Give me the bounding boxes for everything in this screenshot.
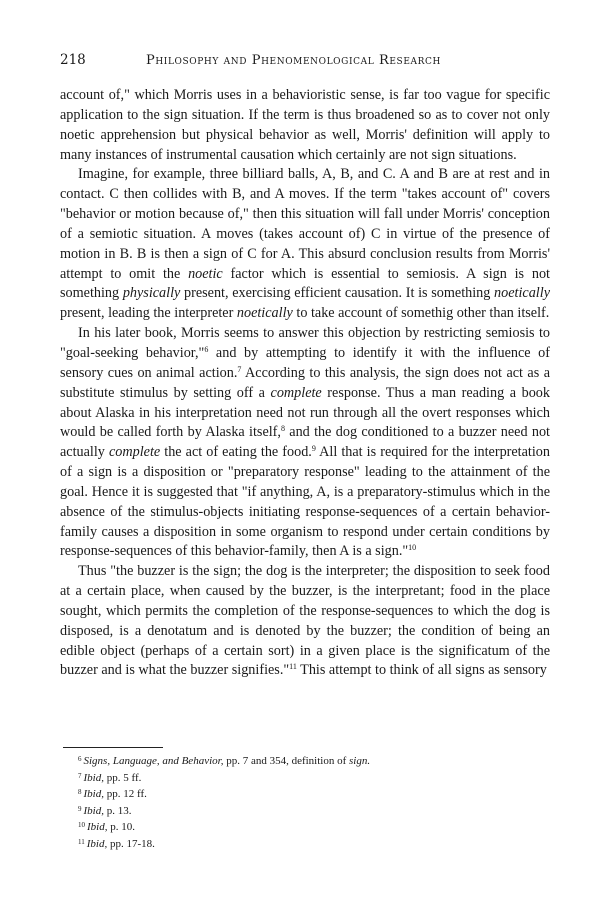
paragraph-text: account of," which Morris uses in a behavioristic sense, is far too vague for specific application to the sign situation. If the term is thus broadened so as to cover not only noetic apprehension but physical behavior as well, Morris' definition will apply to many instances of instrumental causation which certainly are not sign situations. [60,87,550,163]
footnote-reference: 7 [237,364,242,374]
footnote-reference: 11 [289,662,297,672]
footnotes [78,752,548,852]
paragraph-2 [60,165,550,324]
footnote-text: pp. 17-18. [107,837,155,850]
paragraph-text: This attempt to think of all signs as sensory [296,662,547,679]
paragraph-text: present, exercising efficient causation. It is something [180,285,495,302]
footnote-text: pp. 7 and 354, definition of [223,755,350,767]
footnote-text: pp. 12 ff. [103,788,147,801]
paragraph-text: Thus "the buzzer is the sign; the dog is the interpreter; the disposition to seek food at a certain place, when caused by the buzzer, is the interpretant; food in the place sought, which permits the completion of the response-sequences to which the dog is disposed, is a denotatum and is denoted by the buzzer; the condition of being an edible object (perhaps of a certain sort) in a given place is the significatum of the buzzer and is what the buzzer signifies." [60,563,550,679]
footnote-mark: 6 [78,755,82,763]
footnote-source: Ibid, [86,837,108,850]
footnote-reference: 6 [204,344,209,354]
paragraph-text: response. Thus a man reading a book about Alaska in his interpretation need not run through all the overt responses which would be called forth by Alaska itself, [60,384,550,441]
body-text [60,86,550,681]
footnote-mark: 10 [78,821,85,830]
emphasis: noetically [236,305,293,322]
paragraph-3 [60,324,550,562]
footnote-mark: 8 [78,788,82,797]
paragraph-text: According to this analysis, the sign does not act as a substitute stimulus by setting off a [60,364,551,401]
emphasis: physically [122,285,181,302]
footnote [78,818,548,835]
paragraph-text: and the dog conditioned to a buzzer need not actually [60,424,550,461]
footnote-text: p. 10. [107,821,135,834]
emphasis: complete [270,384,322,401]
paragraph-4 [60,562,550,681]
emphasis: noetic [188,265,223,282]
footnote [78,802,548,819]
footnote-text: p. 13. [103,804,132,817]
paragraph-text: the act of eating the food. [160,444,312,461]
paragraph-1 [60,86,550,165]
emphasis: noetically [494,285,550,302]
emphasis: complete [108,444,161,461]
footnote-mark: 11 [78,837,85,846]
footnote-divider [63,747,163,748]
running-title: Philosophy and Phenomenological Research [146,53,441,68]
footnote-source: Ibid, [87,821,108,834]
footnote-mark: 7 [78,771,82,780]
page-number: 218 [60,52,86,68]
page-header [60,52,560,72]
footnote-emphasis: sign. [349,755,371,767]
footnote-source: Ibid, [83,788,104,801]
paragraph-text: present, leading the interpreter [60,305,237,322]
footnote-reference: 9 [311,444,316,454]
footnote-reference: 10 [408,543,417,553]
paragraph-text: and by attempting to identify it with the influence of sensory cues on animal action. [60,344,551,381]
paragraph-text: In his later book, Morris seems to answer this objection by restricting semiosis to "goal-seeking behavior," [60,325,550,361]
footnote-source: Ibid, [83,771,104,784]
footnote [78,752,548,769]
footnote-mark: 9 [78,804,82,813]
paragraph-text: All that is required for the interpretation of a sign is a disposition or "preparatory response" leading to the attainment of the goal. Hence it is suggested that "if anything, A, is a preparatory-stimulus which in the absence of the stimulus-objects initiating response-sequences of a certain behavior-family causes a disposition in some organism to respond under certain conditions by response-sequences of this behavior-family, then A is a sign." [60,444,550,560]
footnote [78,835,548,852]
footnote-reference: 8 [280,424,285,434]
footnote-source: Signs, Language, and Behavior, [83,755,224,767]
paragraph-text: to take account of somethig other than itself. [292,305,550,322]
footnote [78,785,548,802]
footnote [78,769,548,786]
footnote-text: pp. 5 ff. [103,771,142,784]
paragraph-text: Imagine, for example, three billiard balls, A, B, and C. A and B are at rest and in contact. C then collides with B, and A moves. If the term "takes account of" covers "behavior or motion because of," then this situation will fall under Morris' conception of a semiotic situation. A moves (takes account of) C in virtue of the presence of motion in B. B is then a sign of C for A. This absurd conclusion results from Morris' attempt to omit the [60,166,550,282]
footnote-source: Ibid, [83,804,104,817]
paragraph-text: factor which is essential to semiosis. A sign is not something [60,265,550,302]
